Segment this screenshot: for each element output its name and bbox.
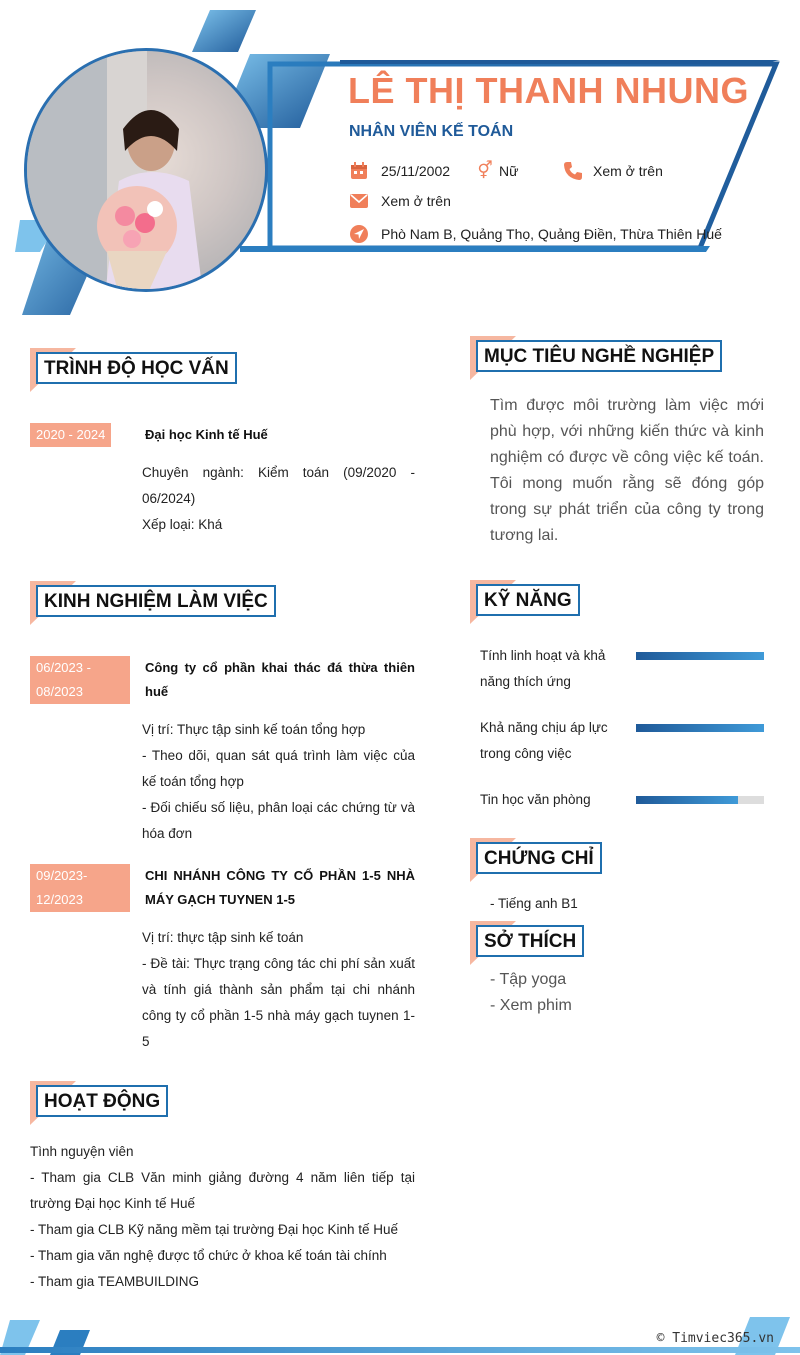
gender-icon: ⚥ [477, 161, 493, 180]
hobby-item: - Tập yoga [490, 971, 567, 988]
activities-list [30, 1139, 415, 1295]
activity-item: Tình nguyện viên [30, 1144, 134, 1159]
location-icon [349, 224, 369, 244]
experience-duty: - Đối chiếu số liệu, phân loại các chứng từ và hóa đơn [142, 800, 415, 841]
gender-info [475, 161, 518, 181]
experience-period: 06/2023 - 08/2023 [30, 656, 130, 704]
email-value: Xem ở trên [381, 193, 451, 209]
experience-company: CHI NHÁNH CÔNG TY CỔ PHẦN 1-5 NHÀ MÁY GẠCH TUYNEN 1-5 [145, 868, 415, 907]
experience-position: Vị trí: thực tập sinh kế toán [142, 930, 304, 945]
copyright: © Timviec365.vn [656, 1331, 774, 1346]
phone-info [563, 161, 663, 181]
skill-bar-fill [636, 724, 764, 732]
objective-text: Tìm được môi trường làm việc mới phù hợp, với những kiến thức và kinh nghiệm có được về công việc kế toán. Tôi mong muốn rằng sẽ đóng góp trong sự phát triển của công ty trong tương lai. [490, 397, 764, 544]
skill-label: Tin học văn phòng [480, 792, 591, 807]
experience-position: Vị trí: Thực tập sinh kế toán tổng hợp [142, 722, 366, 737]
birthday-value: 25/11/2002 [381, 163, 451, 179]
activity-item: - Tham gia CLB Văn minh giảng đường 4 năm liên tiếp tại trường Đại học Kinh tế Huế [30, 1170, 415, 1211]
skill-bar [636, 724, 764, 732]
hobbies-list [490, 967, 764, 1019]
address-info [349, 224, 722, 244]
experience-details [142, 717, 415, 847]
footer-line [0, 1347, 800, 1353]
education-details [142, 460, 415, 538]
calendar-icon [349, 161, 369, 181]
birthday-info [349, 161, 450, 181]
education-major: Chuyên ngành: Kiểm toán (09/2020 - 06/2024) [142, 465, 415, 506]
skill-bar-fill [636, 652, 764, 660]
skill-label: Khả năng chịu áp lực trong công việc [480, 720, 608, 761]
address-value: Phò Nam B, Quảng Thọ, Quảng Điền, Thừa Thiên Huế [381, 226, 722, 242]
skill-bar-fill [636, 796, 738, 804]
gender-value: Nữ [499, 163, 519, 179]
phone-value: Xem ở trên [593, 163, 663, 179]
activity-item: - Tham gia TEAMBUILDING [30, 1274, 200, 1289]
hobby-item: - Xem phim [490, 997, 572, 1014]
experience-company: Công ty cổ phần khai thác đá thừa thiên huế [145, 660, 415, 699]
candidate-name: LÊ THỊ THANH NHUNG [348, 70, 749, 111]
skill-label: Tính linh hoạt và khả năng thích ứng [480, 648, 606, 689]
experience-duty: - Theo dõi, quan sát quá trình làm việc của kế toán tổng hợp [142, 748, 415, 789]
skill-bar [636, 796, 764, 804]
education-period: 2020 - 2024 [30, 423, 111, 447]
profile-photo [24, 48, 268, 292]
skill-bar [636, 652, 764, 660]
phone-icon [563, 161, 583, 181]
person-illustration [27, 51, 268, 292]
activity-item: - Tham gia CLB Kỹ năng mềm tại trường Đại học Kinh tế Huế [30, 1222, 399, 1237]
job-title: NHÂN VIÊN KẾ TOÁN [349, 123, 514, 140]
experience-details [142, 925, 415, 1055]
education-grade: Xếp loại: Khá [142, 517, 223, 532]
experience-duty: - Đề tài: Thực trạng công tác chi phí sản xuất và tính giá thành sản phẩm tại chi nhánh công ty cổ phần 1-5 nhà máy gạch tuynen 1-5 [142, 956, 415, 1049]
experience-period: 09/2023- 12/2023 [30, 864, 130, 912]
activity-item: - Tham gia văn nghệ được tổ chức ở khoa kế toán tài chính [30, 1248, 387, 1263]
certificate-item: - Tiếng anh B1 [490, 896, 578, 911]
email-icon [349, 191, 369, 211]
education-school: Đại học Kinh tế Huế [145, 427, 268, 442]
email-info [349, 191, 451, 211]
